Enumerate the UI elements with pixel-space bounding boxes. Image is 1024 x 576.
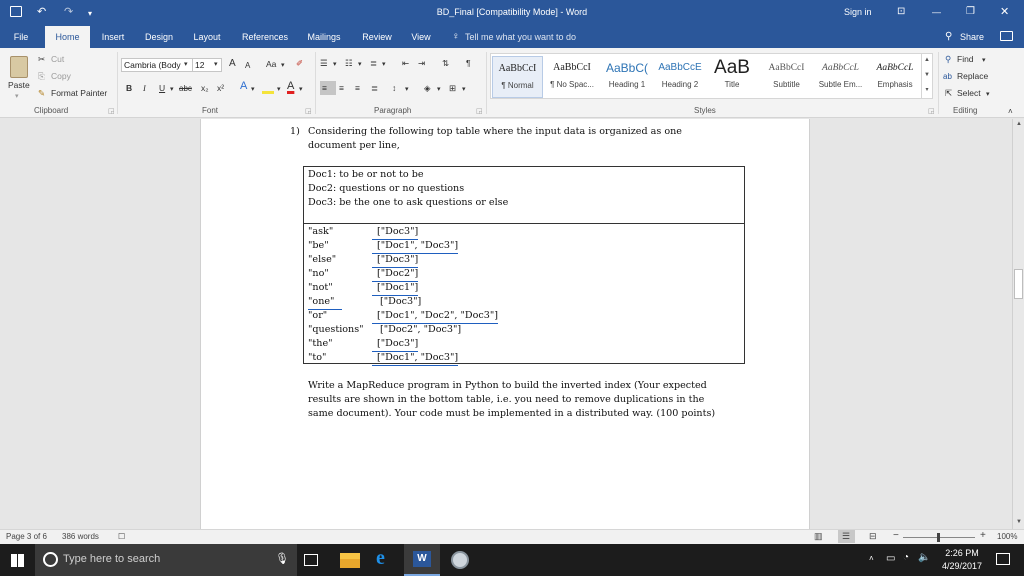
style-name: ¶ Normal: [501, 81, 534, 90]
strikethrough-button[interactable]: abc: [179, 84, 192, 93]
format-painter-button[interactable]: Format Painter: [51, 88, 108, 98]
index-word: "questions": [308, 324, 364, 335]
font-family-combo[interactable]: Cambria (Body: [121, 58, 193, 72]
index-docs: ["Doc1", "Doc2", "Doc3"]: [372, 309, 498, 324]
text-effects-icon[interactable]: A: [240, 80, 248, 92]
zoom-out-button[interactable]: −: [893, 530, 899, 541]
style-preview: AaBbC(: [605, 61, 649, 75]
index-docs: ["Doc2", "Doc3"]: [380, 324, 462, 335]
intro-text-line: Considering the following top table where the input data is organized as one: [308, 126, 682, 137]
show-hidden-icons[interactable]: ˄: [869, 554, 874, 563]
borders-dropdown-icon[interactable]: ▾: [462, 86, 466, 93]
style-preview: AaBbCcL: [822, 63, 859, 73]
copy-icon[interactable]: ⎘: [38, 71, 45, 81]
ribbon-tabs: [0, 26, 1024, 48]
task-text-line: same document). Your code must be implemented in a distributed way. (100 points): [308, 408, 716, 419]
superscript-button[interactable]: x²: [217, 83, 225, 93]
task-view-icon[interactable]: [304, 554, 318, 566]
redo-icon[interactable]: ↷: [64, 6, 74, 18]
page-count[interactable]: Page 3 of 6: [6, 532, 47, 541]
tab-review[interactable]: Review: [362, 32, 392, 42]
style-name: Subtitle: [773, 80, 800, 89]
style-name: Heading 1: [608, 80, 646, 89]
style-preview: AaBbCcE: [658, 62, 702, 73]
paste-dropdown-icon[interactable]: ▾: [15, 93, 19, 100]
lightbulb-icon: ♀: [452, 31, 460, 42]
index-docs: ["Doc3"]: [372, 337, 418, 352]
underline-dropdown-icon[interactable]: ▾: [170, 86, 174, 93]
style-title[interactable]: [706, 56, 758, 98]
volume-icon[interactable]: 🔈: [918, 552, 931, 563]
windows-start-icon[interactable]: [11, 554, 24, 567]
print-layout-icon[interactable]: ☰: [842, 531, 851, 541]
style-normal[interactable]: [492, 56, 543, 98]
clock-date[interactable]: 4/29/2017: [941, 561, 983, 571]
style-name: Subtle Em...: [818, 80, 863, 89]
increase-indent-icon[interactable]: ⇥: [418, 58, 426, 68]
minimize-button[interactable]: —: [932, 7, 941, 17]
font-color-dropdown-icon[interactable]: ▾: [299, 86, 303, 93]
group-divider: [117, 52, 118, 114]
clipboard-group-label: Clipboard: [34, 106, 69, 115]
select-button[interactable]: Select: [957, 88, 981, 98]
search-placeholder: Type here to search: [63, 553, 161, 565]
style-preview: AaBbCcI: [498, 63, 537, 74]
borders-icon[interactable]: ⊞: [449, 83, 457, 93]
vertical-scrollbar[interactable]: [1012, 119, 1024, 529]
proofing-icon[interactable]: ☐: [118, 532, 126, 541]
find-button[interactable]: Find: [957, 54, 974, 64]
change-case-button[interactable]: Aa: [266, 59, 277, 69]
read-mode-icon[interactable]: ▥: [814, 531, 823, 541]
font-group-label: Font: [202, 106, 219, 115]
styles-scroll-buttons[interactable]: ▲ ▼ ▾: [921, 53, 932, 99]
font-color-icon[interactable]: A: [287, 80, 295, 92]
line-spacing-dropdown-icon[interactable]: ▾: [405, 86, 409, 93]
font-size-dropdown-icon[interactable]: ▾: [214, 61, 218, 68]
paragraph-group-label: Paragraph: [374, 106, 412, 115]
tab-design[interactable]: Design: [144, 32, 173, 42]
style-preview: AaBbCcI: [553, 62, 591, 73]
scroll-thumb[interactable]: [1014, 269, 1023, 299]
text-effects-dropdown-icon[interactable]: ▾: [251, 86, 255, 93]
multilevel-list-icon[interactable]: ≣: [370, 58, 378, 68]
grow-font-button[interactable]: A: [229, 58, 236, 69]
align-left-icon[interactable]: ≡: [322, 83, 327, 93]
doc-line: Doc1: to be or not to be: [308, 169, 424, 180]
style-subtitle[interactable]: [760, 56, 813, 98]
tab-home[interactable]: Home: [45, 26, 90, 48]
index-word: "one": [308, 295, 342, 310]
shading-dropdown-icon[interactable]: ▾: [437, 86, 441, 93]
taskbar: [0, 544, 1024, 576]
window-title: BD_Final [Compatibility Mode] - Word: [436, 7, 588, 17]
copy-button[interactable]: Copy: [51, 71, 71, 81]
question-number: 1): [290, 126, 300, 137]
cut-icon[interactable]: ✂: [38, 54, 46, 64]
replace-icon[interactable]: ab: [943, 72, 952, 81]
search-box[interactable]: [35, 544, 297, 576]
index-docs: ["Doc1"]: [372, 281, 418, 296]
zoom-level[interactable]: 100%: [997, 532, 1018, 541]
sort-icon[interactable]: ⇅: [442, 58, 450, 68]
justify-icon[interactable]: ≣: [371, 83, 379, 93]
style-emphasis[interactable]: [868, 56, 922, 98]
web-layout-icon[interactable]: ⊟: [869, 531, 877, 541]
title-bar: [0, 0, 1024, 26]
scroll-up-arrow[interactable]: ▲: [1016, 121, 1022, 127]
tab-layout[interactable]: Layout: [193, 32, 221, 42]
cut-button[interactable]: Cut: [51, 54, 65, 64]
multilevel-dropdown-icon[interactable]: ▾: [382, 61, 386, 68]
clipboard-launcher-icon[interactable]: ◲: [108, 108, 115, 115]
word-taskbar-button[interactable]: [404, 544, 440, 576]
tell-me-box[interactable]: Tell me what you want to do: [465, 32, 577, 42]
comments-icon[interactable]: [1000, 31, 1013, 41]
style-heading-2[interactable]: [654, 56, 706, 98]
index-word: "not": [308, 282, 333, 293]
table-divider: [304, 223, 744, 224]
microphone-icon[interactable]: 🎙: [275, 553, 289, 565]
index-docs: ["Doc1", "Doc3"]: [372, 239, 458, 254]
tab-file[interactable]: File: [13, 32, 29, 42]
style-preview: AaBbCcL: [876, 63, 914, 73]
styles-launcher-icon[interactable]: ◲: [928, 108, 935, 115]
highlight-icon[interactable]: [262, 83, 274, 94]
numbering-dropdown-icon[interactable]: ▾: [358, 61, 362, 68]
tab-mailings[interactable]: Mailings: [307, 32, 341, 42]
index-word: "no": [308, 268, 329, 279]
index-word: "the": [308, 338, 333, 349]
data-table: [303, 166, 745, 364]
tab-insert[interactable]: Insert: [101, 32, 125, 42]
wifi-icon[interactable]: ◔: [903, 552, 910, 563]
editing-group-label: Editing: [953, 106, 978, 115]
index-word: "be": [308, 240, 329, 251]
paste-button[interactable]: Paste: [8, 80, 30, 90]
task-text-line: Write a MapReduce program in Python to build the inverted index (Your expected: [308, 380, 707, 391]
styles-gallery: [490, 53, 933, 99]
find-icon[interactable]: ⚲: [945, 54, 952, 64]
index-word: "or": [308, 310, 328, 321]
tab-references[interactable]: References: [241, 32, 289, 42]
document-page[interactable]: [200, 119, 810, 529]
action-center-icon[interactable]: [996, 553, 1010, 565]
subscript-button[interactable]: x₂: [201, 83, 209, 93]
change-case-dropdown-icon[interactable]: ▾: [281, 62, 285, 69]
ribbon-display-options-icon[interactable]: ⊡: [897, 6, 906, 17]
style-heading-1[interactable]: [600, 56, 654, 98]
undo-icon[interactable]: ↶: [37, 6, 47, 18]
shading-icon[interactable]: ◈: [424, 83, 431, 93]
index-docs: ["Doc3"]: [372, 225, 418, 240]
style-preview: AaBbCcI: [768, 63, 805, 73]
index-docs: ["Doc3"]: [372, 253, 418, 268]
task-text-line: results are shown in the bottom table, i.e. you need to remove duplications in the: [308, 394, 705, 405]
select-dropdown-icon[interactable]: ▾: [986, 91, 990, 98]
file-explorer-icon[interactable]: [340, 553, 360, 568]
app-icon[interactable]: [451, 551, 469, 569]
network-icon[interactable]: ▭: [886, 553, 896, 564]
doc-line: Doc2: questions or no questions: [308, 183, 465, 194]
numbering-icon[interactable]: ☷: [345, 58, 353, 68]
index-docs: ["Doc1", "Doc3"]: [372, 351, 458, 366]
font-launcher-icon[interactable]: ◲: [305, 108, 312, 115]
group-divider: [938, 52, 939, 114]
style-subtle-emphasis[interactable]: [814, 56, 867, 98]
style-no-spacing[interactable]: [545, 56, 599, 98]
format-painter-icon[interactable]: ✎: [38, 88, 46, 98]
tab-view[interactable]: View: [411, 32, 431, 42]
find-dropdown-icon[interactable]: ▾: [982, 57, 986, 64]
italic-button[interactable]: I: [143, 83, 146, 93]
paste-icon[interactable]: [10, 56, 28, 78]
index-word: "else": [308, 254, 337, 265]
line-spacing-icon[interactable]: ↕: [392, 83, 397, 93]
sign-in-link[interactable]: Sign in: [844, 7, 872, 17]
scroll-down-arrow[interactable]: ▼: [1016, 519, 1022, 525]
bold-button[interactable]: B: [126, 83, 133, 93]
select-icon[interactable]: ⇱: [945, 88, 953, 98]
index-docs: ["Doc2"]: [372, 267, 418, 282]
person-icon: ⚲: [945, 31, 953, 42]
replace-button[interactable]: Replace: [957, 71, 989, 81]
style-preview: AaB: [714, 57, 750, 78]
customize-qat-icon[interactable]: ▾: [88, 9, 93, 18]
group-divider: [486, 52, 487, 114]
status-bar: [0, 529, 1024, 544]
clock-time[interactable]: 2:26 PM: [945, 548, 979, 558]
style-name: ¶ No Spac...: [550, 80, 594, 89]
word-count[interactable]: 386 words: [62, 532, 99, 541]
index-word: "to": [308, 352, 327, 363]
clear-formatting-icon[interactable]: ✐: [296, 58, 304, 68]
decrease-indent-icon[interactable]: ⇤: [402, 58, 410, 68]
styles-group-label: Styles: [694, 106, 716, 115]
paragraph-launcher-icon[interactable]: ◲: [476, 108, 483, 115]
doc-line: Doc3: be the one to ask questions or else: [308, 197, 509, 208]
group-divider: [315, 52, 316, 114]
word-app-icon: W: [413, 551, 431, 567]
bullets-icon[interactable]: ☰: [320, 58, 328, 68]
document-area: [0, 119, 1024, 529]
zoom-in-button[interactable]: +: [980, 530, 986, 541]
restore-button[interactable]: ❐: [966, 6, 975, 17]
style-name: Heading 2: [661, 80, 699, 89]
style-name: Title: [724, 80, 740, 89]
ribbon-home: [0, 48, 1024, 118]
font-family-dropdown-icon[interactable]: ▾: [184, 61, 188, 68]
index-word: "ask": [308, 226, 334, 237]
intro-text-line: document per line,: [308, 140, 400, 151]
highlight-dropdown-icon[interactable]: ▾: [277, 86, 281, 93]
style-name: Emphasis: [877, 80, 913, 89]
font-size-combo[interactable]: 12: [192, 58, 222, 72]
collapse-ribbon-icon[interactable]: ˄: [1008, 107, 1013, 116]
bullets-dropdown-icon[interactable]: ▾: [333, 61, 337, 68]
zoom-slider-thumb[interactable]: [937, 533, 940, 542]
edge-browser-icon[interactable]: e: [376, 547, 385, 569]
underline-button[interactable]: U: [159, 83, 166, 93]
index-docs: ["Doc3"]: [380, 296, 422, 307]
shrink-font-button[interactable]: A: [245, 61, 251, 70]
align-right-icon[interactable]: ≡: [355, 83, 360, 93]
share-button[interactable]: Share: [960, 32, 985, 42]
show-marks-icon[interactable]: ¶: [466, 58, 471, 68]
cortana-icon: [43, 552, 58, 567]
close-button[interactable]: ✕: [1000, 6, 1010, 18]
align-center-icon[interactable]: ≡: [339, 83, 344, 93]
